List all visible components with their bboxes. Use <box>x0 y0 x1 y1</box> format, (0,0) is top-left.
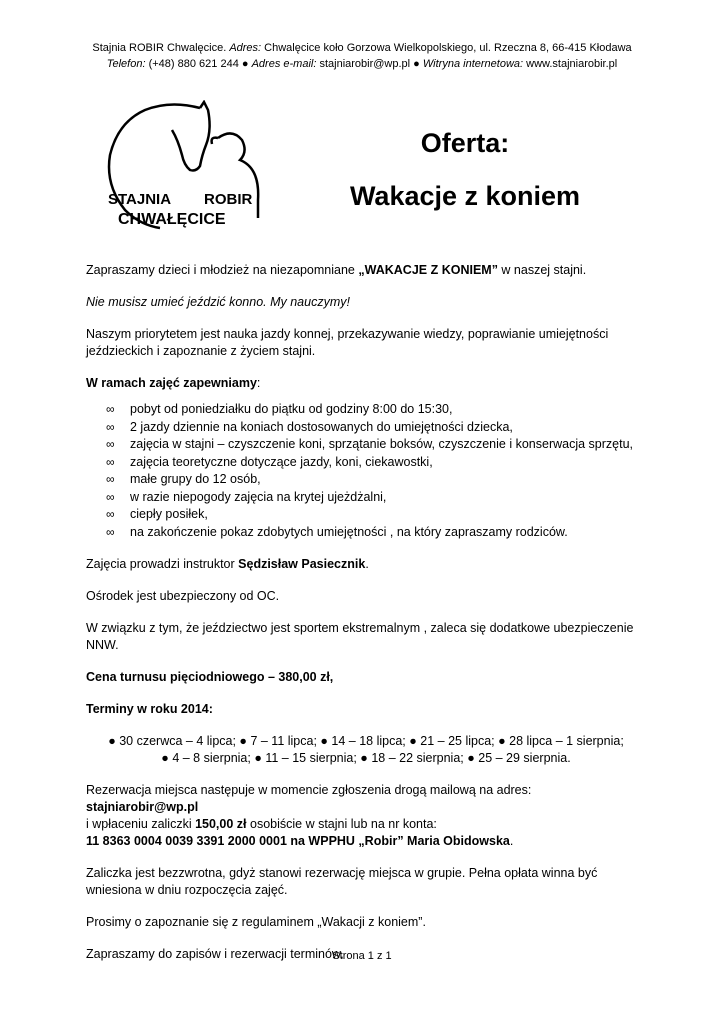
rider-head-outline <box>212 138 218 144</box>
intro-paragraph <box>86 262 646 279</box>
infinity-bullet-icon: ∞ <box>106 454 115 469</box>
dates-line-2: ● 4 – 8 sierpnia; ● 11 – 15 sierpnia; ● 18 – 22 sierpnia; ● 25 – 29 sierpnia. <box>161 751 571 765</box>
regulations-paragraph: Prosimy o zapoznanie się z regulaminem „Wakacji z koniem”. <box>86 915 426 929</box>
nnw-paragraph: W związku z tym, że jeździectwo jest sportem ekstremalnym , zaleca się dodatkowe ubezpieczenie NNW. <box>86 621 634 652</box>
page-footer: Strona 1 z 1 <box>332 950 392 962</box>
provide-colon: : <box>256 376 261 390</box>
list-item <box>106 489 646 507</box>
dates-list <box>86 733 646 767</box>
reservation-account-text: osobiście w stajni lub na nr konta: <box>246 817 437 831</box>
deposit-paragraph: Zaliczka jest bezzwrotna, gdyż stanowi rezerwację miejsca w grupie. Pełna opłata winna być wniesiona w dniu rozpoczęcia zajęć. <box>86 866 598 897</box>
infinity-bullet-icon: ∞ <box>106 437 115 451</box>
header-line-1 <box>0 40 724 56</box>
list-item <box>106 454 646 472</box>
dates-line-1: ● 30 czerwca – 4 lipca; ● 7 – 11 lipca; ● 14 – 18 lipca; ● 21 – 25 lipca; ● 28 lipca – 1 sierpnia; <box>108 734 624 748</box>
list-item-text: pobyt od poniedziałku do piątku od godziny 8:00 do 15:30, <box>130 402 453 416</box>
infinity-bullet-icon: ∞ <box>106 419 115 434</box>
instructor-paragraph <box>86 556 646 573</box>
reservation-email[interactable]: stajniarobir@wp.pl <box>86 800 199 814</box>
title-main: Wakacje z koniem <box>349 181 581 211</box>
list-item <box>106 419 646 437</box>
infinity-bullet-icon: ∞ <box>106 489 115 504</box>
provide-label: W ramach zajęć zapewniamy <box>86 376 257 390</box>
title-block <box>330 128 600 212</box>
header-address-value: Chwalęcice koło Gorzowa Wielkopolskiego, ul. Rzeczna 8, 66-415 Kłodawa <box>264 42 632 54</box>
reservation-paragraph <box>86 782 646 850</box>
terms-label: Terminy w roku 2014: <box>86 702 213 716</box>
header-phone-label: Telefon: <box>106 58 146 70</box>
italic-tagline: Nie musisz umieć jeździć konno. My nauczymy! <box>86 295 350 309</box>
header-email-value[interactable]: stajniarobir@wp.pl <box>319 58 411 70</box>
terms-heading <box>86 701 646 718</box>
list-item-text: małe grupy do 12 osób, <box>130 472 261 486</box>
header-website-label: Witryna internetowa: <box>422 58 524 70</box>
reservation-account-number: 11 8363 0004 0039 3391 2000 0001 na WPPHU „Robir” Maria Obidowska <box>86 834 510 848</box>
list-item-text: w razie niepogody zajęcia na krytej ujeżdżalni, <box>130 489 387 504</box>
intro-highlight: „WAKACJE Z KONIEM” <box>358 263 498 277</box>
list-item-text: zajęcia w stajni – czyszczenie koni, sprzątanie boksów, czyszczenie i konserwacja sprzętu, <box>130 437 633 451</box>
header-bullet: ● <box>241 58 249 70</box>
infinity-bullet-icon: ∞ <box>106 472 115 486</box>
title-offer: Oferta: <box>420 128 510 158</box>
header-website-value[interactable]: www.stajniarobir.pl <box>526 58 618 70</box>
list-item-text: na zakończenie pokaz zdobytych umiejętności , na który zapraszamy rodziców. <box>130 524 568 539</box>
list-item-text: ciepły posiłek, <box>130 507 208 521</box>
list-item <box>106 524 646 542</box>
provide-heading <box>86 375 646 392</box>
invite-paragraph: Zapraszamy do zapisów i rezerwacji terminów. <box>86 947 344 961</box>
intro-text-end: w naszej stajni. <box>497 263 587 277</box>
infinity-bullet-icon: ∞ <box>106 524 115 539</box>
list-item-text: 2 jazdy dziennie na koniach dostosowanych do umiejętności dziecka, <box>130 419 513 434</box>
header-stable-name: Stajnia ROBIR Chwalęcice. <box>92 42 227 54</box>
header-address-label: Adres: <box>229 42 262 54</box>
reservation-amount: 150,00 zł <box>195 817 247 831</box>
header-phone-value: (+48) 880 621 244 <box>148 58 239 70</box>
list-item <box>106 401 646 419</box>
reservation-text: Rezerwacja miejsca następuje w momencie zgłoszenia drogą mailową na adres: <box>86 783 532 797</box>
price-text: Cena turnusu pięciodniowego – 380,00 zł, <box>86 670 334 684</box>
reservation-end: . <box>509 834 514 848</box>
header-line-2 <box>0 56 724 72</box>
provide-list <box>86 401 646 541</box>
infinity-bullet-icon: ∞ <box>106 402 115 416</box>
instructor-text: Zajęcia prowadzi instruktor <box>86 557 239 571</box>
insurance-paragraph: Ośrodek jest ubezpieczony od OC. <box>86 589 280 603</box>
list-item-text: zajęcia teoretyczne dotyczące jazdy, koni, ciekawostki, <box>130 454 433 469</box>
infinity-bullet-icon: ∞ <box>106 507 115 521</box>
header-bullet: ● <box>413 58 420 70</box>
list-item <box>106 471 646 489</box>
header-email-label: Adres e-mail: <box>251 58 317 70</box>
price-line <box>86 669 646 686</box>
list-item <box>106 436 646 454</box>
list-item <box>106 506 646 524</box>
logo-word-robir: ROBIR <box>204 191 253 208</box>
horse-face-outline <box>172 102 210 171</box>
stable-logo <box>100 100 265 235</box>
document-body <box>86 262 646 978</box>
intro-text: Zapraszamy dzieci i młodzież na niezapomniane <box>86 263 359 277</box>
priority-paragraph: Naszym priorytetem jest nauka jazdy konnej, przekazywanie wiedzy, poprawianie umiejętności jeździeckich i zapoznanie z życiem stajni. <box>86 327 609 358</box>
instructor-end: . <box>365 557 369 571</box>
instructor-name: Sędzisław Pasiecznik <box>238 557 366 571</box>
logo-word-chwalecice: CHWAŁĘCICE <box>118 211 226 228</box>
logo-word-stajnia: STAJNIA <box>108 191 172 208</box>
page-header <box>0 40 724 72</box>
reservation-deposit-text: i wpłaceniu zaliczki <box>86 817 196 831</box>
